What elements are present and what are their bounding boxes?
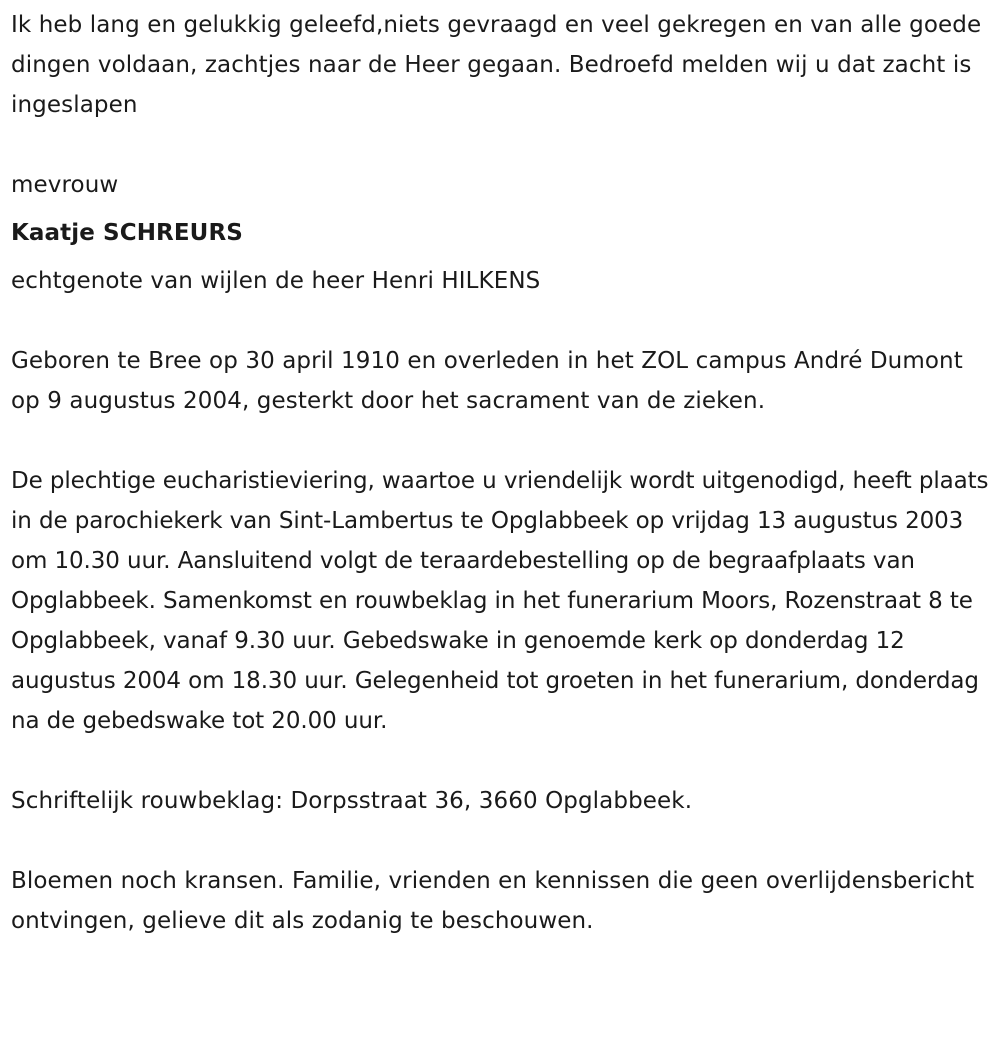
ceremony-paragraph: De plechtige eucharistieviering, waartoe u vriendelijk wordt uitgenodigd, heeft plaats in de parochiekerk van Sint-Lambertus te Opglabbeek op vrijdag 13 augustus 2003 om 10.30 uur. Aansluitend volgt de teraardebestelling op de begraafplaats van Opglabbeek. Samenkomst en rouwbeklag in het funerarium Moors, Rozenstraat 8 te Opglabbeek, vanaf 9.30 uur. Gebedswake in genoemde kerk op donderdag 12 augustus 2004 om 18.30 uur. Gelegenheid tot groeten in het funerarium, donderdag na de gebedswake tot 20.00 uur.: [11, 468, 989, 734]
deceased-name: Kaatje SCHREURS: [11, 220, 243, 246]
intro-paragraph: Ik heb lang en gelukkig geleefd,niets gevraagd en veel gekregen en van alle goede dingen voldaan, zachtjes naar de Heer gegaan. Bedroefd melden wij u dat zacht is ingeslapen: [11, 12, 982, 118]
spacer: [11, 253, 996, 261]
spouse-relation: echtgenote van wijlen de heer Henri HILKENS: [11, 268, 541, 294]
flowers-paragraph: Bloemen noch kransen. Familie, vrienden en kennissen die geen overlijdensbericht ontvingen, gelieve dit als zodanig te beschouwen.: [11, 868, 975, 934]
spacer: [11, 421, 996, 461]
spacer: [11, 125, 996, 165]
spacer: [11, 301, 996, 341]
condolence-address: Schriftelijk rouwbeklag: Dorpsstraat 36, 3660 Opglabbeek.: [11, 788, 693, 814]
spacer: [11, 741, 996, 781]
salutation: mevrouw: [11, 172, 119, 198]
spacer: [11, 205, 996, 213]
spacer: [11, 821, 996, 861]
birth-death-paragraph: Geboren te Bree op 30 april 1910 en overleden in het ZOL campus André Dumont op 9 augustus 2004, gesterkt door het sacrament van de zieken.: [11, 348, 963, 414]
